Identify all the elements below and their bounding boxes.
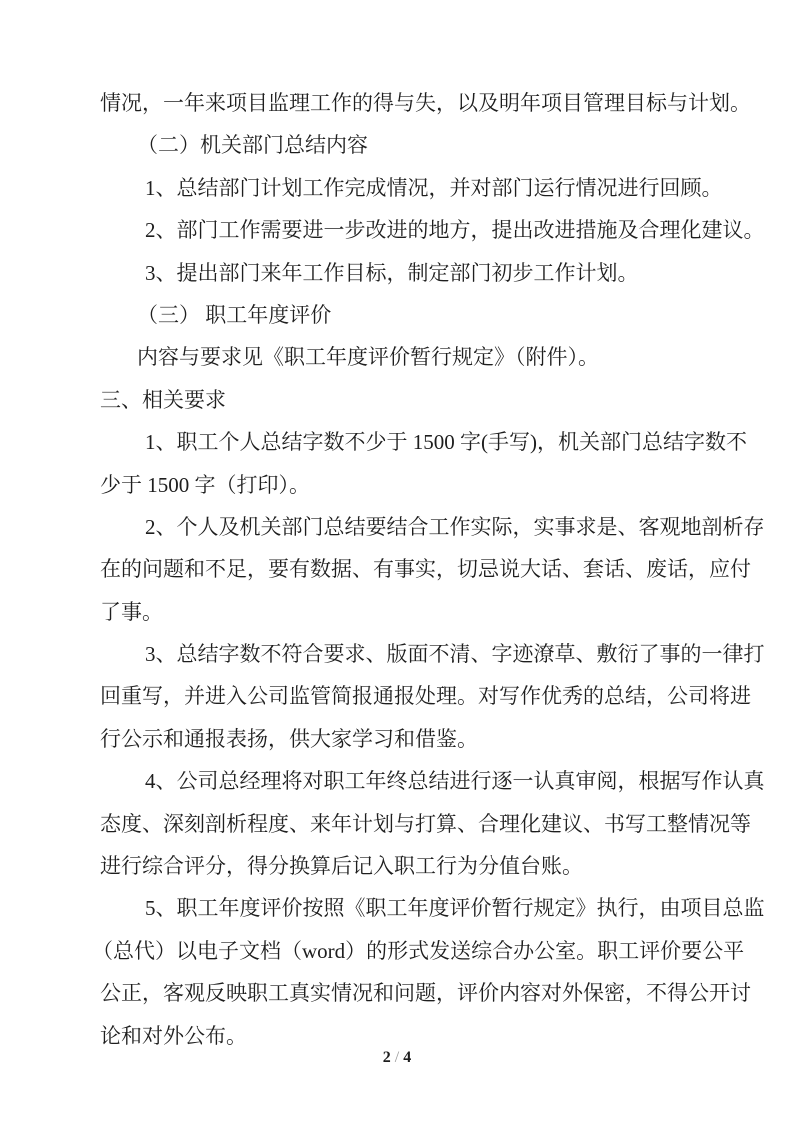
doc-line: 行公示和通报表扬，供大家学习和借鉴。 (100, 726, 478, 751)
doc-line: 5、职工年度评价按照《职工年度评价暂行规定》执行，由项目总监 (145, 896, 765, 921)
page-number-current: 2 (382, 1049, 391, 1066)
doc-line: 内容与要求见《职工年度评价暂行规定》（附件）。 (137, 345, 599, 370)
doc-line: 论和对外公布。 (100, 1023, 247, 1048)
doc-line-section-heading: （三） 职工年度评价 (137, 302, 332, 327)
doc-line: 了事。 (100, 599, 163, 624)
page-number-total: 4 (403, 1049, 412, 1066)
doc-line: （总代）以电子文档（word）的形式发送综合办公室。职工评价要公平 (92, 938, 745, 963)
doc-line: 3、总结字数不符合要求、版面不清、字迹潦草、敷衍了事的一律打 (145, 642, 765, 667)
doc-line: 1、职工个人总结字数不少于 1500 字(手写)，机关部门总结字数不 (145, 430, 747, 455)
doc-line-chapter-heading: 三、相关要求 (100, 387, 226, 412)
doc-line: 少于 1500 字（打印）。 (100, 472, 310, 497)
page-number-separator: / (394, 1049, 400, 1066)
doc-line: 2、个人及机关部门总结要结合工作实际，实事求是、客观地剖析存 (145, 514, 765, 539)
doc-line: 进行综合评分，得分换算后记入职工行为分值台账。 (100, 854, 583, 879)
doc-line: 4、公司总经理将对职工年终总结进行逐一认真审阅，根据写作认真 (145, 769, 765, 794)
page-number (0, 1049, 794, 1067)
doc-line: 态度、深刻剖析程度、来年计划与打算、合理化建议、书写工整情况等 (100, 811, 751, 836)
doc-line: 1、总结部门计划工作完成情况，并对部门运行情况进行回顾。 (145, 175, 723, 200)
document-body (92, 82, 765, 1057)
doc-line: 3、提出部门来年工作目标，制定部门初步工作计划。 (145, 260, 639, 285)
doc-line: 在的问题和不足，要有数据、有事实，切忌说大话、套话、废话，应付 (100, 557, 751, 582)
doc-line: 回重写，并进入公司监管简报通报处理。对写作优秀的总结，公司将进 (100, 684, 751, 709)
doc-line: 2、部门工作需要进一步改进的地方，提出改进措施及合理化建议。 (145, 218, 765, 243)
doc-line-section-heading: （二）机关部门总结内容 (137, 133, 368, 158)
doc-line: 公正，客观反映职工真实情况和问题，评价内容对外保密，不得公开讨 (100, 981, 751, 1006)
doc-line: 情况，一年来项目监理工作的得与失，以及明年项目管理目标与计划。 (100, 91, 751, 115)
